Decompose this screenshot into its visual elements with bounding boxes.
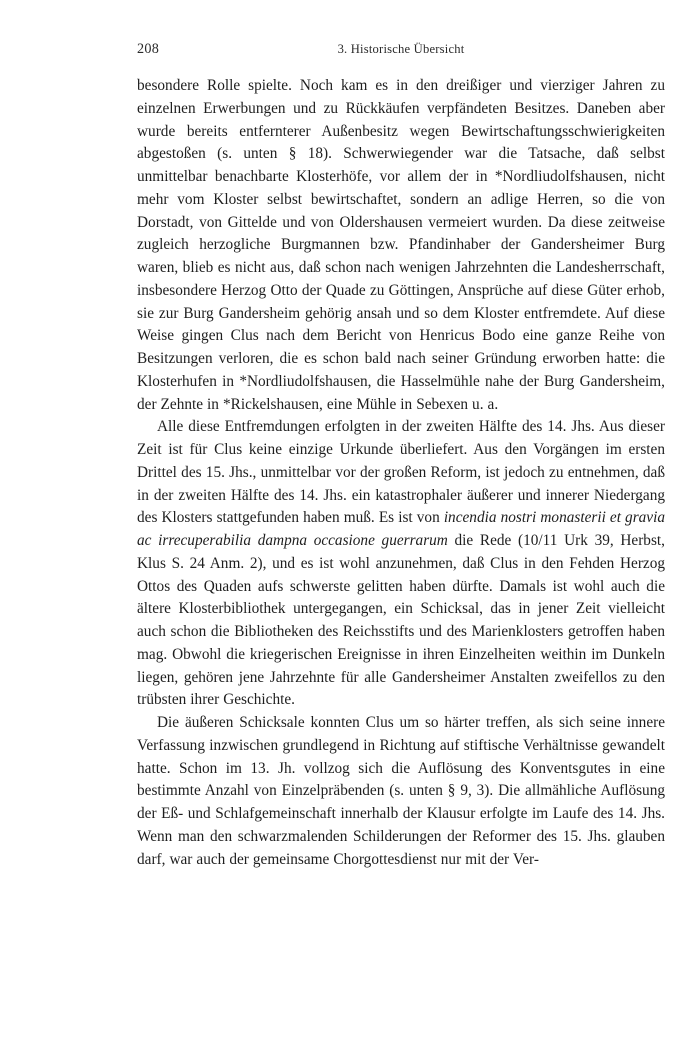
running-header-title: 3. Historische Übersicht	[337, 42, 465, 56]
text-body	[137, 75, 665, 871]
paragraph-2	[137, 416, 665, 712]
running-header	[137, 38, 665, 60]
latin-quote: incendia nostri monasterii et gravia ac irrecuperabilia dampna occasione guerrarum	[137, 509, 665, 549]
paragraph-1: besondere Rolle spielte. Noch kam es in den dreißiger und vierziger Jahren zu einzelnen Erwerbungen und zu Rückkäufen verpfändeten Besitzes. Daneben aber wurde bereits entfernterer Außenbesitz wegen Bewirtschaftungsschwierigkeiten abgestoßen (s. unten § 18). Schwerwiegender war die Tatsache, daß selbst unmittelbar benachbarte Klosterhöfe, vor allem der in *Nordliudolfshausen, nicht mehr vom Kloster selbst bewirtschaftet, sondern an adlige Herren, so die von Dorstadt, von Gittelde und von Oldershausen vermeiert wurden. Da diese zeitweise zugleich herzogliche Burgmannen bzw. Pfandinhaber der Gandersheimer Burg waren, blieb es nicht aus, daß schon nach wenigen Jahrzehnten die Landesherrschaft, insbesondere Herzog Otto der Quade zu Göttingen, Ansprüche auf diese Güter erhob, sie zur Burg Gandersheim gehörig ansah und so dem Kloster entfremdete. Auf diese Weise gingen Clus nach dem Bericht von Henricus Bodo eine ganze Reihe von Besitzungen verloren, die es schon bald nach seiner Gründung erworben hatte: die Klosterhufen in *Nordliudolfshausen, die Hasselmühle nahe der Burg Gandersheim, der Zehnte in *Rickelshausen, eine Mühle in Sebexen u. a.	[137, 77, 665, 413]
paragraph-2-before-quote: Alle diese Entfremdungen erfolgten in der zweiten Hälfte des 14. Jhs. Aus dieser Zeit ist für Clus keine einzige Urkunde überliefert. Aus den Vorgängen im ersten Drittel des 15. Jhs., unmittelbar vor der großen Reform, ist jedoch zu entnehmen, daß in der zweiten Hälfte des 14. Jhs. ein katastrophaler äußerer und innerer Niedergang des Klosters stattgefunden haben muß. Es ist von	[137, 418, 665, 527]
paragraph-2-after-quote: die Rede (10/11 Urk 39, Herbst, Klus S. 24 Anm. 2), und es ist wohl anzunehmen, daß Clus in den Fehden Herzog Ottos des Quaden aufs schwerste gelitten haben dürfte. Damals ist wohl auch die ältere Klosterbibliothek untergegangen, ein Schicksal, das in jener Zeit vielleicht auch schon die Bibliotheken des Reichsstifts und des Marienklosters getroffen haben mag. Obwohl die kriegerischen Ereignisse in ihren Einzelheiten weithin im Dunkeln liegen, gehören jene Jahrzehnte für alle Gandersheimer Anstalten zweifellos zu den trübsten ihrer Geschichte.	[137, 532, 665, 709]
page-number: 208	[137, 41, 160, 57]
paragraph-3: Die äußeren Schicksale konnten Clus um so härter treffen, als sich seine innere Verfassung inzwischen grundlegend in Richtung auf stiftische Verhältnisse gewandelt hatte. Schon im 13. Jh. vollzog sich die Auflösung des Konventsgutes in eine bestimmte Anzahl von Einzelpräbenden (s. unten § 9, 3). Die allmähliche Auflösung der Eß- und Schlafgemeinschaft innerhalb der Klausur erfolgte im Laufe des 14. Jhs. Wenn man den schwarzmalenden Schilderungen der Reformer des 15. Jhs. glauben darf, war auch der gemeinsame Chorgottesdienst nur mit der Ver-	[137, 714, 665, 868]
